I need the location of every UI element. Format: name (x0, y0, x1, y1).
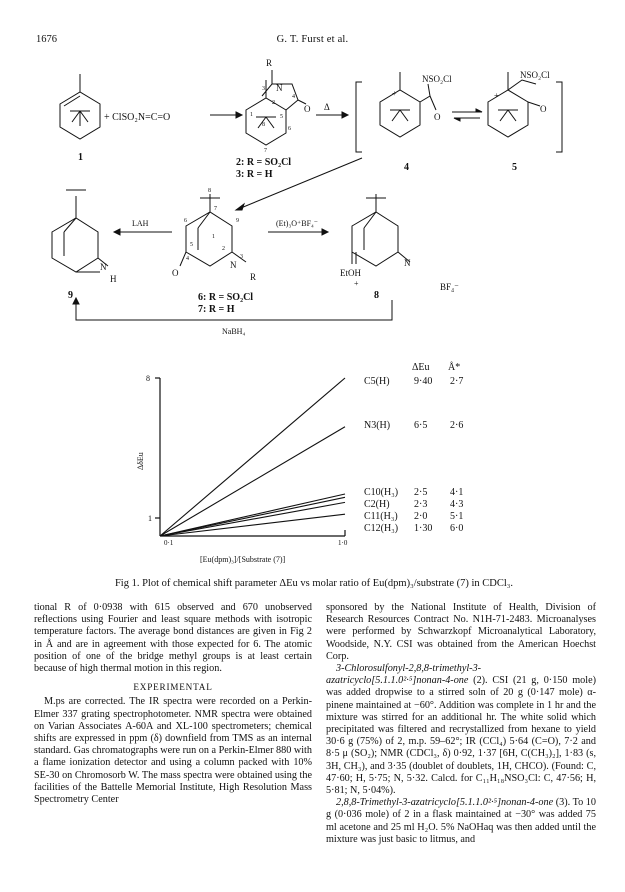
group-r-6: R (250, 272, 257, 282)
series-distance-3: 4·3 (450, 499, 464, 510)
series-line-0 (160, 378, 345, 536)
atom-number-7b: 7 (214, 206, 217, 212)
atom-number-1b: 1 (212, 234, 215, 240)
series-distance-2: 4·1 (450, 487, 464, 498)
series-delta-0: 9·40 (414, 376, 433, 387)
atom-number-5: 5 (280, 114, 283, 120)
compound-6-7-structure (180, 194, 246, 266)
group-n-8: N (404, 258, 411, 268)
reaction-scheme (0, 0, 625, 345)
y-tick-label-bottom: 1 (148, 514, 152, 523)
series-delta-5: 1·30 (414, 523, 433, 534)
group-o-6: O (172, 268, 179, 278)
atom-number-8: 8 (262, 122, 265, 128)
right-para-3 (326, 797, 596, 846)
atom-number-3b: 3 (240, 254, 243, 260)
right-para-1: sponsored by the National Institute of Health, Division of Research Resources Contract No. N1H-71-2483. Microanalyses were performed by Schwarzkopf Microanalytical Laboratory, Woodside, N.Y. CSI was obtained from the American Hoechst Corp. (326, 602, 596, 662)
label-3: 3: R = H (236, 169, 273, 180)
atom-number-8b: 8 (208, 188, 211, 194)
x-tick-label-right: 1·0 (338, 539, 348, 547)
atom-number-6: 6 (288, 126, 291, 132)
series-distance-1: 2·6 (450, 420, 464, 431)
label-6: 6: R = SO₂Cl (198, 292, 254, 303)
running-head: G. T. Furst et al. (276, 34, 349, 45)
group-nso2cl-4: NSO₂Cl (422, 74, 452, 84)
reagent-nabh4: NaBH₄ (222, 327, 246, 336)
right-para-2 (326, 663, 596, 797)
shift-plot (0, 350, 625, 575)
group-h-9: H (110, 274, 117, 284)
series-name-2: C10(H₃) (364, 487, 399, 498)
atom-number-1: 1 (250, 112, 253, 118)
atom-number-4: 4 (292, 94, 295, 100)
atom-number-3: 3 (262, 86, 265, 92)
delta-symbol: Δ (324, 102, 330, 112)
series-name-4: C11(H₃) (364, 511, 398, 522)
atom-number-5b: 5 (190, 242, 193, 248)
series-name-3: C2(H) (364, 499, 390, 510)
y-tick-label-top: 8 (146, 374, 150, 383)
compound-2-name: 3-Chlorosulfonyl-2,8,8-trimethyl-3-azatricyclo[5.1.1.0²·⁵]nonan-4-one (326, 663, 482, 687)
group-r-top: R (266, 58, 273, 68)
plus-5: + (494, 91, 499, 100)
label-9: 9 (68, 290, 73, 301)
label-7: 7: R = H (198, 304, 235, 315)
group-n-9: N (100, 262, 107, 272)
counterion: BF₄⁻ (440, 282, 459, 292)
group-o-2: O (304, 104, 311, 114)
atom-number-4b: 4 (186, 256, 189, 262)
header-distance: Å* (448, 362, 461, 373)
series-distance-5: 6·0 (450, 523, 464, 534)
series-distance-4: 5·1 (450, 511, 464, 522)
atom-number-2: 2 (272, 100, 275, 106)
group-etoh: EtOH (340, 268, 361, 278)
series-delta-3: 2·3 (414, 499, 428, 510)
plus-4: + (392, 89, 397, 98)
series-name-0: C5(H) (364, 376, 390, 387)
label-4: 4 (404, 162, 409, 173)
reagent-csi: + ClSO₂N=C=O (104, 112, 171, 123)
label-5: 5 (512, 162, 517, 173)
header-delta-eu: ΔEu (412, 362, 430, 373)
left-column (34, 602, 312, 806)
atom-number-7: 7 (264, 148, 267, 154)
plus-8: + (354, 279, 359, 288)
x-tick-label-left: 0·1 (164, 539, 174, 547)
series-line-3 (160, 497, 345, 536)
left-para-2: M.ps are corrected. The IR spectra were recorded on a Perkin-Elmer 337 grating spectrophotometer. NMR spectra were obtained on Varian Associates A-60A and XL-100 spectrometers; chemical shifts are expressed in ppm (δ) downfield from TMS as an internal standard. Gas chromatographs were run on a Perkin-Elmer 880 with a flame ionization detector and using a column packed with 10% SE-30 on Chromosorb W. The mass spectra were obtained using the facilities of the Battelle Memorial Institute, High Resolution Mass Spectrometry Center (34, 696, 312, 806)
compound-9-structure (52, 190, 108, 272)
group-nso2cl-5: NSO₂Cl (520, 70, 550, 80)
figure-caption: Fig 1. Plot of chemical shift parameter ΔEu vs molar ratio of Eu(dpm)₃/substrate (7) in CDCl₃. (114, 578, 514, 589)
group-n-6: N (230, 260, 237, 270)
series-delta-2: 2·5 (414, 487, 428, 498)
right-column (326, 602, 596, 846)
group-o-4: O (434, 112, 441, 122)
compound-2-3-structure (246, 70, 306, 145)
compound-3-name: 2,8,8-Trimethyl-3-azatricyclo[5.1.1.0²·⁵]nonan-4-one (336, 797, 554, 809)
series-name-1: N3(H) (364, 420, 391, 431)
atom-number-9b: 9 (236, 218, 239, 224)
compound-2-details: (2). CSI (21 g, 0·150 mole) was added dropwise to a stirred soln of 20 g (0·147 mole) α-pinene maintained at −60°. Addition was complete in 1 hr and the mixture was stirred for an additional hr. The white solid which precipitated was filtered and recrystallized from hexane to yield 30·6 g (75%) of 2, m.p. 59–62°; IR (CCl₄) 5·64 (C=O), 7·2 and 8·5 μ (SO₂); NMR (CDCl₃, δ) 0·92, 1·37 [6H, C(CH₃)₂], 1·83 (s, 3H, CH₃), and 3·35 (doublet of doublets, 1H, CHCO). (Found: C, 47·60; H, 5·75; N, 5·32. Calcd. for C₁₁H₁₈NSO₃Cl: C, 47·56; H, 5·81; N, 5·04%). (326, 675, 596, 797)
series-name-5: C12(H₃) (364, 523, 399, 534)
label-8: 8 (374, 290, 379, 301)
y-axis-label: ΔδEu (136, 452, 145, 470)
page-number: 1676 (36, 34, 57, 45)
compound-8-structure (352, 194, 410, 266)
series-delta-4: 2·0 (414, 511, 428, 522)
group-o-5: O (540, 104, 547, 114)
reagent-lah: LAH (132, 219, 149, 228)
atom-number-2b: 2 (222, 246, 225, 252)
group-n-2: N (276, 83, 283, 93)
section-heading-experimental: EXPERIMENTAL (133, 682, 213, 693)
series-delta-1: 6·5 (414, 420, 428, 431)
left-para-1: tional R of 0·0938 with 615 observed and 670 unobserved reflections using Fourier and least square methods with isotropic temperature factors. The average bond distances are given in Fig 2 in Å and are in agreement with those expected for 6. The atomic position of one of the bridge methyl groups is at least certain because of high thermal motion in this region. (34, 602, 312, 675)
reagent-meerwein: (Et)₃O⁺BF₄⁻ (276, 219, 319, 228)
label-2: 2: R = SO₂Cl (236, 157, 292, 168)
compound-3-details: (3). To 10 g (0·036 mole) of 2 in a flask maintained at −30° was added 75 ml acetone and 25 ml H₂O. 5% NaOHaq was then added until the mixture was just basic to litmus, and (326, 797, 596, 845)
label-1: 1 (78, 152, 83, 163)
series-line-5 (160, 514, 345, 536)
atom-number-6b: 6 (184, 218, 187, 224)
compound-5-structure (488, 72, 540, 137)
compound-1-structure (60, 74, 100, 139)
x-axis-label: [Eu(dpm)₃]/[Substrate (7)] (200, 555, 286, 564)
series-distance-0: 2·7 (450, 376, 464, 387)
